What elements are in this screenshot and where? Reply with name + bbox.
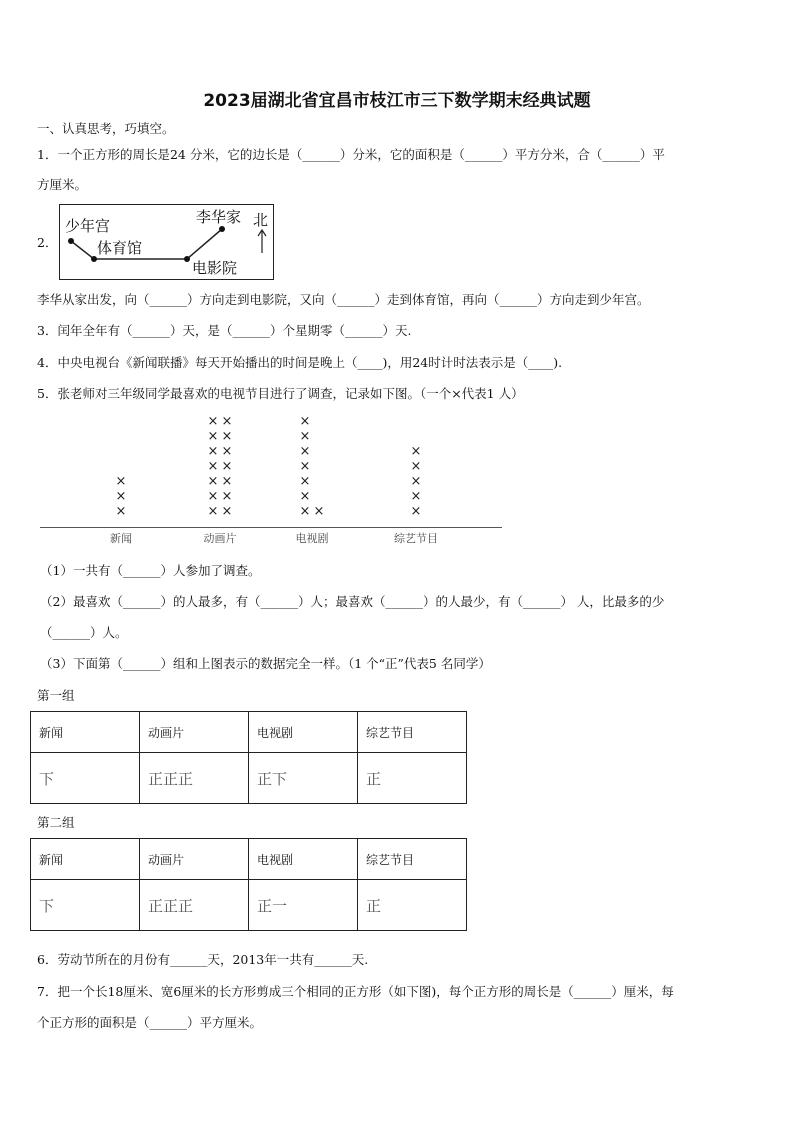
question-7-line-2: 个正方形的面积是（______）平方厘米。 [37,1015,263,1030]
x-mark: × [115,504,127,519]
x-mark: × [207,414,219,429]
question-5-sub-2-line-1: （2）最喜欢（______）的人最多，有（______）人；最喜欢（______）的人最少，有（______） 人，比最多的少 [40,594,665,609]
question-5-intro: 5．张老师对三年级同学最喜欢的电视节目进行了调查，记录如下图。（一个×代表1 人） [37,386,524,401]
x-mark: × [207,504,219,519]
table-header-cell: 综艺节目 [358,839,467,880]
group-2-table [30,838,467,931]
tally-cell: 正 [358,880,467,931]
tally-cell: 正正正 [140,753,249,804]
label-lihuajia: 李华家 [196,208,242,226]
x-mark: × [299,459,311,474]
table-header-cell: 新闻 [31,839,140,880]
tally-cell: 下 [31,880,140,931]
question-5-sub-2-line-2: （______）人。 [40,625,128,640]
x-mark: × [313,504,325,519]
question-7-line-1: 7．把一个长18厘米、宽6厘米的长方形剪成三个相同的正方形（如下图)，每个正方形的周长是（______）厘米，每 [37,984,674,999]
x-mark: × [207,444,219,459]
x-mark: × [207,459,219,474]
x-mark: × [207,474,219,489]
table-header-cell: 动画片 [140,712,249,753]
question-5-sub-1: （1）一共有（______）人参加了调查。 [40,563,261,578]
x-mark: × [410,444,422,459]
tally-cell: 正正正 [140,880,249,931]
x-mark: × [221,429,233,444]
x-mark: × [410,459,422,474]
x-mark: × [299,414,311,429]
x-mark: × [299,474,311,489]
table-header-cell: 电视剧 [249,712,358,753]
x-mark: × [410,489,422,504]
x-mark: × [221,444,233,459]
x-mark: × [221,489,233,504]
x-mark: × [221,504,233,519]
category-label: 综艺节目 [394,532,438,545]
label-tiyuguan: 体育馆 [97,239,143,257]
x-mark: × [221,474,233,489]
table-header-cell: 动画片 [140,839,249,880]
question-5-sub-3: （3）下面第（______）组和上图表示的数据完全一样。（1 个“正”代表5 名同学） [40,656,491,671]
x-mark: × [221,414,233,429]
group-1-table [30,711,467,804]
x-mark: × [221,459,233,474]
question-2-text: 李华从家出发，向（______）方向走到电影院，又向（______）走到体育馆，再向（______）方向走到少年宫。 [37,292,650,307]
tally-cell: 正一 [249,880,358,931]
x-mark: × [115,489,127,504]
label-north: 北 [253,211,269,229]
tally-cell: 正下 [249,753,358,804]
route-map [59,204,274,280]
x-mark: × [207,489,219,504]
label-dianyingyuan: 电影院 [192,259,238,277]
table-header-cell: 电视剧 [249,839,358,880]
page-title: 2023届湖北省宜昌市枝江市三下数学期末经典试题 [203,91,591,111]
question-6: 6．劳动节所在的月份有______天，2013年一共有______天. [37,952,369,967]
question-1-line-1: 1．一个正方形的周长是24 分米，它的边长是（______）分米，它的面积是（______）平方分米，合（______）平 [37,147,665,162]
tally-cell: 正 [358,753,467,804]
category-label: 动画片 [203,532,237,545]
table-header-cell: 综艺节目 [358,712,467,753]
shaonian-point [68,238,74,244]
category-label: 新闻 [110,532,132,545]
tally-cell: 下 [31,753,140,804]
question-1-line-2: 方厘米。 [37,177,88,192]
question-4: 4．中央电视台《新闻联播》每天开始播出的时间是晚上（____)，用24时计时法表示是（____). [37,355,563,370]
group-2-label: 第二组 [37,815,75,830]
x-mark: × [115,474,127,489]
group-1-label: 第一组 [37,688,75,703]
x-mark: × [410,474,422,489]
x-mark: × [299,504,311,519]
x-mark: × [207,429,219,444]
question-3: 3．闰年全年有（______）天，是（______）个星期零（______）天. [37,323,412,338]
chart-baseline [40,527,502,528]
category-label: 电视剧 [295,532,329,545]
table-header-cell: 新闻 [31,712,140,753]
x-mark: × [299,429,311,444]
section-heading: 一、认真思考，巧填空。 [37,121,175,136]
x-mark: × [410,504,422,519]
question-2-number: 2． [37,235,58,250]
label-shaoniangong: 少年宫 [65,217,111,235]
x-mark: × [299,444,311,459]
dianying-point [184,256,190,262]
x-mark: × [299,489,311,504]
pictograph-chart [40,410,502,550]
